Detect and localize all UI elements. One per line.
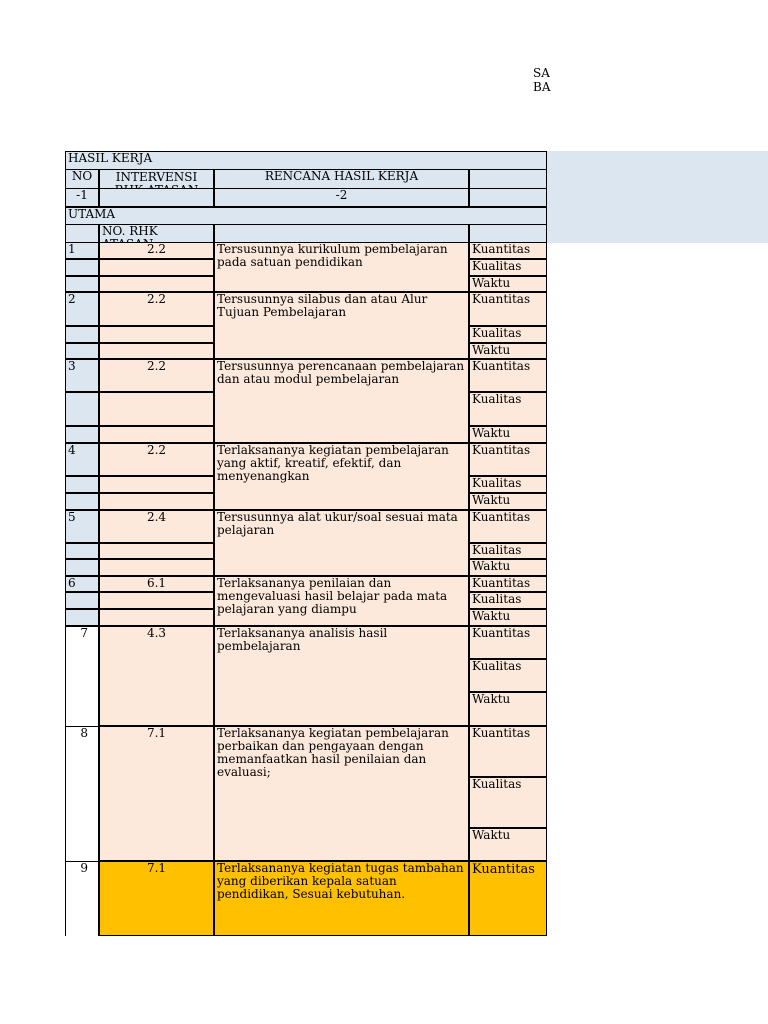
empty-cell[interactable] [65,609,99,626]
row-number-cell[interactable]: 2 [65,292,99,326]
indicator-waktu-cell[interactable]: Waktu [469,493,547,510]
rhk-atasan-cell[interactable]: 2.2 [99,242,214,259]
empty-cell[interactable] [65,543,99,559]
rencana-hasil-kerja-cell[interactable]: Tersusunnya alat ukur/soal sesuai mata pelajaran [214,510,469,576]
row-number-cell[interactable]: 9 [65,861,99,936]
indicator-kualitas-cell[interactable]: Kualitas [469,543,547,559]
empty-index-cell[interactable] [99,188,214,207]
rhk-atasan-cell[interactable]: 7.1 [99,726,214,861]
indicator-kualitas-cell[interactable]: Kualitas [469,659,547,692]
row-number-cell[interactable]: 5 [65,510,99,543]
indicator-kuantitas-cell[interactable]: Kuantitas [469,510,547,543]
indicator-waktu-cell[interactable]: Waktu [469,559,547,576]
empty-cell[interactable] [99,476,214,493]
empty-cell[interactable] [65,493,99,510]
indicator-kualitas-cell[interactable]: Kualitas [469,326,547,343]
indicator-kualitas-cell[interactable]: Kualitas [469,476,547,493]
indicator-kuantitas-cell[interactable]: Kuantitas [469,359,547,392]
col-rencana-header[interactable]: RENCANA HASIL KERJA [214,169,469,189]
empty-cell[interactable] [99,276,214,292]
index-rencana-cell[interactable]: -2 [214,188,469,207]
empty-cell[interactable] [65,592,99,609]
empty-cell[interactable] [99,609,214,626]
empty-cell[interactable] [99,543,214,559]
index-no-cell[interactable]: -1 [65,188,99,207]
empty-cell[interactable] [99,493,214,510]
empty-cell[interactable] [99,559,214,576]
rencana-hasil-kerja-cell[interactable]: Terlaksananya penilaian dan mengevaluasi hasil belajar pada mata pelajaran yang diampu [214,576,469,626]
empty-header-cell[interactable] [469,169,547,189]
empty-cell[interactable] [99,392,214,426]
row-number-cell[interactable]: 7 [65,626,99,726]
indicator-kuantitas-cell[interactable]: Kuantitas [469,292,547,326]
rhk-atasan-cell[interactable]: 2.4 [99,510,214,543]
rencana-hasil-kerja-cell[interactable]: Tersusunnya perencanaan pembelajaran dan atau modul pembelajaran [214,359,469,443]
indicator-kuantitas-cell[interactable]: Kuantitas [469,861,547,936]
rencana-hasil-kerja-cell[interactable]: Tersusunnya silabus dan atau Alur Tujuan Pembelajaran [214,292,469,359]
empty-cell[interactable] [65,392,99,426]
rencana-hasil-kerja-cell[interactable]: Terlaksananya kegiatan pembelajaran yang aktif, kreatif, efektif, dan menyenangkan [214,443,469,510]
rencana-hasil-kerja-cell[interactable]: Terlaksananya kegiatan tugas tambahan yang diberikan kepala satuan pendidikan, Sesuai kebutuhan. [214,861,469,936]
selection-band [547,151,768,243]
rhk-atasan-cell[interactable]: 2.2 [99,359,214,392]
row-number-cell[interactable]: 1 [65,242,99,259]
rhk-atasan-cell[interactable]: 6.1 [99,576,214,592]
indicator-waktu-cell[interactable]: Waktu [469,828,547,861]
empty-cell[interactable] [99,426,214,443]
indicator-kualitas-cell[interactable]: Kualitas [469,259,547,276]
col-no-header[interactable]: NO [65,169,99,189]
empty-cell[interactable] [65,343,99,359]
indicator-kuantitas-cell[interactable]: Kuantitas [469,443,547,476]
empty-subheader-cell[interactable] [469,224,547,243]
row-number-cell[interactable]: 3 [65,359,99,392]
rhk-atasan-cell[interactable]: 2.2 [99,443,214,476]
rencana-hasil-kerja-cell[interactable]: Tersusunnya kurikulum pembelajaran pada satuan pendidikan [214,242,469,292]
indicator-kuantitas-cell[interactable]: Kuantitas [469,576,547,592]
indicator-waktu-cell[interactable]: Waktu [469,692,547,726]
empty-cell[interactable] [65,476,99,493]
indicator-waktu-cell[interactable]: Waktu [469,276,547,292]
group-label-cell[interactable]: UTAMA [65,207,547,225]
rencana-hasil-kerja-cell[interactable]: Terlaksananya kegiatan pembelajaran perbaikan dan pengayaan dengan memanfaatkan hasil penilaian dan evaluasi; [214,726,469,861]
empty-cell[interactable] [99,343,214,359]
indicator-kualitas-cell[interactable]: Kualitas [469,392,547,426]
rhk-atasan-cell[interactable]: 7.1 [99,861,214,936]
header-line-2: BA [533,80,551,94]
row-number-cell[interactable]: 6 [65,576,99,592]
indicator-waktu-cell[interactable]: Waktu [469,343,547,359]
empty-cell[interactable] [99,592,214,609]
indicator-kuantitas-cell[interactable]: Kuantitas [469,726,547,777]
empty-cell[interactable] [65,426,99,443]
indicator-kuantitas-cell[interactable]: Kuantitas [469,242,547,259]
row-number-cell[interactable]: 4 [65,443,99,476]
empty-cell[interactable] [99,259,214,276]
empty-cell[interactable] [65,559,99,576]
col-intervensi-header[interactable]: INTERVENSI [99,169,214,189]
header-line-1: SA [533,66,550,80]
row-number-cell[interactable]: 8 [65,726,99,861]
rhk-atasan-cell[interactable]: 4.3 [99,626,214,726]
empty-cell[interactable] [65,276,99,292]
indicator-waktu-cell[interactable]: Waktu [469,609,547,626]
empty-cell[interactable] [99,326,214,343]
empty-subheader-cell[interactable] [214,224,469,243]
section-title-cell[interactable]: HASIL KERJA [65,151,547,170]
rhk-atasan-cell[interactable]: 2.2 [99,292,214,326]
rencana-hasil-kerja-cell[interactable]: Terlaksananya analisis hasil pembelajaran [214,626,469,726]
empty-cell[interactable] [65,326,99,343]
indicator-waktu-cell[interactable]: Waktu [469,426,547,443]
indicator-kualitas-cell[interactable]: Kualitas [469,592,547,609]
indicator-kualitas-cell[interactable]: Kualitas [469,777,547,828]
empty-cell[interactable] [65,259,99,276]
indicator-kuantitas-cell[interactable]: Kuantitas [469,626,547,659]
empty-subheader-cell[interactable] [65,224,99,243]
empty-index-cell[interactable] [469,188,547,207]
rhk-atasan-subheader[interactable]: NO. RHK [99,224,214,243]
